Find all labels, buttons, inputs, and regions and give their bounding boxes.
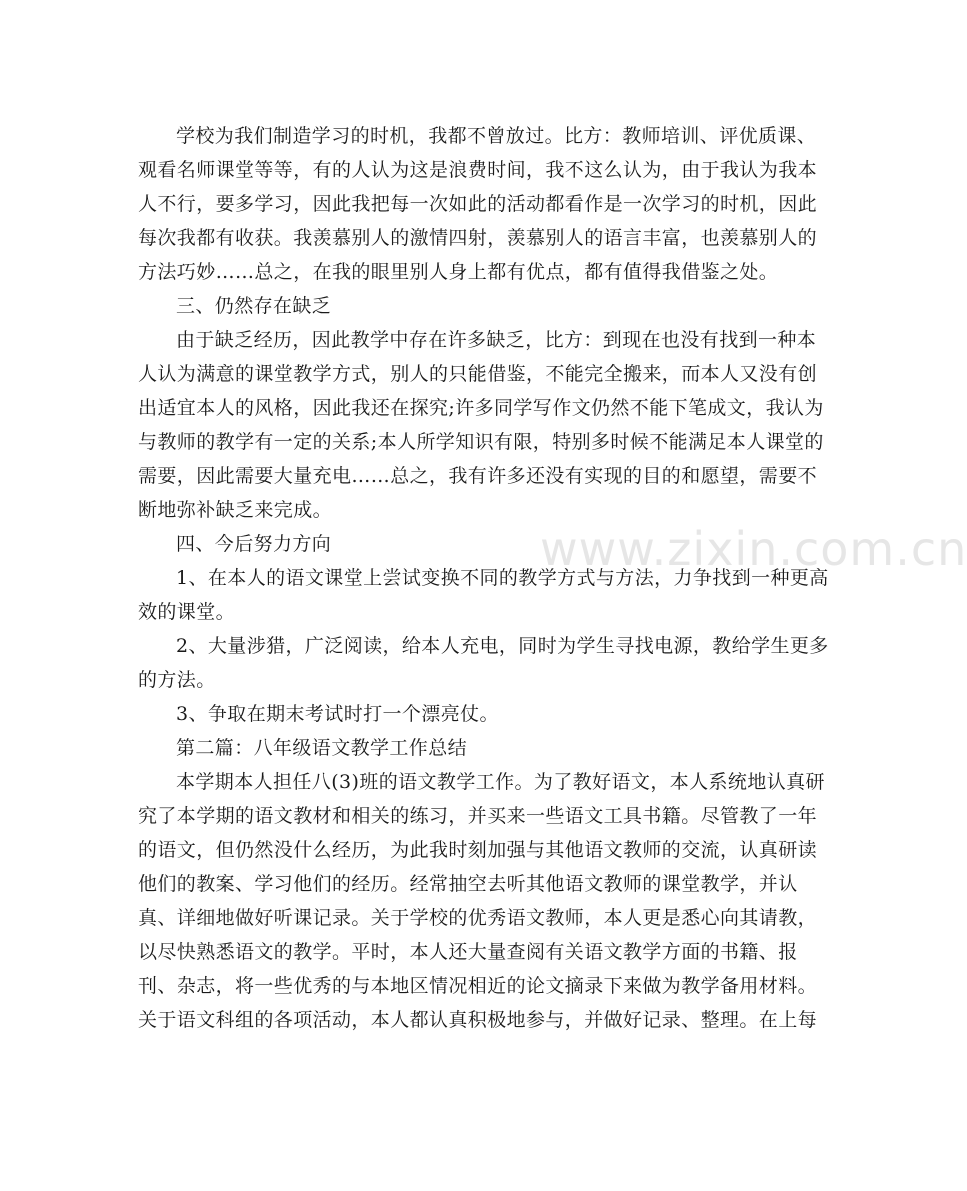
text-line: 以尽快熟悉语文的教学。平时，本人还大量查阅有关语文教学方面的书籍、报 (138, 941, 798, 963)
text-line: 的语文，但仍然没什么经历，为此我时刻加强与其他语文教师的交流，认真研读 (138, 839, 818, 861)
document-body (138, 119, 829, 1037)
text-line: 三、仍然存在缺乏 (176, 295, 332, 317)
text-line: 效的课堂。 (138, 601, 236, 623)
text-line: 刊、杂志，将一些优秀的与本地区情况相近的论文摘录下来做为教学备用材料。 (138, 975, 818, 997)
text-line: 断地弥补缺乏来完成。 (138, 499, 333, 521)
text-line: 的方法。 (138, 669, 216, 691)
text-line: 人不行，要多学习，因此我把每一次如此的活动都看作是一次学习的时机，因此 (138, 193, 818, 215)
text-line: 需要，因此需要大量充电……总之，我有许多还没有实现的目的和愿望，需要不 (138, 465, 818, 487)
text-line: 3、争取在期末考试时打一个漂亮仗。 (176, 703, 499, 725)
text-line: 人认为满意的课堂教学方式，别人的只能借鉴，不能完全搬来，而本人又没有创 (138, 363, 818, 385)
text-line: 第二篇：八年级语文教学工作总结 (176, 737, 468, 759)
text-line: 观看名师课堂等等，有的人认为这是浪费时间，我不这么认为，由于我认为我本 (138, 159, 818, 181)
text-line: 四、今后努力方向 (176, 533, 332, 555)
text-line: 真、详细地做好听课记录。关于学校的优秀语文教师，本人更是悉心向其请教， (138, 907, 818, 929)
text-line: 与教师的教学有一定的关系;本人所学知识有限，特别多时候不能满足本人课堂的 (138, 431, 824, 453)
text-line: 由于缺乏经历，因此教学中存在许多缺乏，比方：到现在也没有找到一种本 (176, 329, 817, 351)
text-line: 2、大量涉猎，广泛阅读，给本人充电，同时为学生寻找电源，教给学生更多 (176, 635, 829, 657)
text-line: 究了本学期的语文教材和相关的练习，并买来一些语文工具书籍。尽管教了一年 (138, 805, 818, 827)
text-line: 出适宜本人的风格，因此我还在探究;许多同学写作文仍然不能下笔成文，我认为 (138, 397, 824, 419)
text-line: 本学期本人担任八(3)班的语文教学工作。为了教好语文，本人系统地认真研 (176, 771, 825, 793)
text-line: 每次我都有收获。我羡慕别人的激情四射，羡慕别人的语言丰富，也羡慕别人的 (138, 227, 818, 249)
watermark: www.zixin.com.cn (540, 522, 967, 576)
text-line: 他们的教案、学习他们的经历。经常抽空去听其他语文教师的课堂教学，并认 (138, 873, 798, 895)
text-line: 学校为我们制造学习的时机，我都不曾放过。比方：教师培训、评优质课、 (176, 125, 817, 147)
text-line: 方法巧妙……总之，在我的眼里别人身上都有优点，都有值得我借鉴之处。 (138, 261, 779, 283)
text-line: 1、在本人的语文课堂上尝试变换不同的教学方式与方法，力争找到一种更高 (176, 567, 829, 589)
text-line: 关于语文科组的各项活动，本人都认真积极地参与，并做好记录、整理。在上每 (138, 1009, 818, 1031)
